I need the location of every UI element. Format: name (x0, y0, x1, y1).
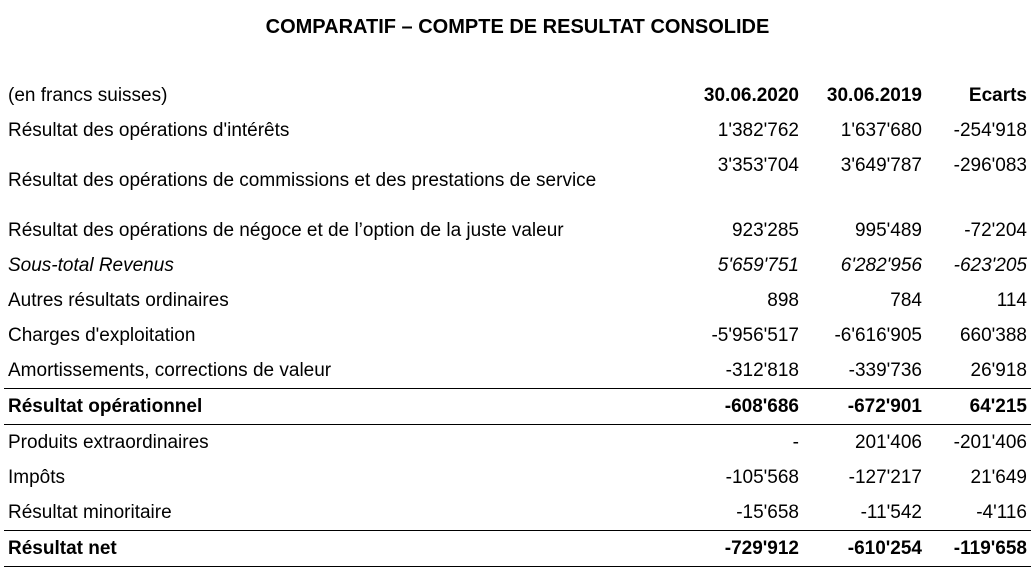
row-label: Autres résultats ordinaires (8, 289, 229, 311)
value-2019: 3'649'787 (840, 155, 922, 176)
value-2019: 201'406 (854, 431, 922, 453)
value-2020: -729'912 (679, 531, 803, 567)
row-label: Amortissements, corrections de valeur (8, 359, 332, 381)
value-2019: 784 (890, 289, 922, 311)
value-2020: 1'382'762 (717, 119, 799, 141)
column-header-2020: 30.06.2020 (703, 84, 799, 106)
row-label: Résultat net (4, 531, 679, 567)
row-label: Sous-total Revenus (8, 254, 174, 276)
value-2020: -312'818 (725, 359, 799, 381)
value-2020: -105'568 (725, 466, 799, 488)
table-row (4, 148, 1031, 213)
value-ecarts: 114 (996, 289, 1027, 311)
row-label: Résultat opérationnel (4, 389, 679, 425)
table-row (4, 425, 1031, 461)
table-header-row (4, 78, 1031, 113)
table-row (4, 283, 1031, 318)
income-statement-table (4, 78, 1031, 567)
row-label: Résultat minoritaire (8, 501, 172, 523)
value-2020: -608'686 (679, 389, 803, 425)
row-label: Résultat des opérations de commissions et des prestations de service (8, 169, 597, 191)
column-header-2019: 30.06.2019 (826, 84, 922, 106)
table-row (4, 460, 1031, 495)
row-label: Produits extraordinaires (8, 431, 209, 453)
table-row (4, 318, 1031, 353)
table-row (4, 213, 1031, 248)
column-header-ecarts: Ecarts (968, 84, 1027, 106)
value-2019: 6'282'956 (840, 254, 922, 276)
value-ecarts: -119'658 (926, 531, 1031, 567)
row-label: Charges d'exploitation (8, 324, 196, 346)
value-ecarts: -72'204 (964, 219, 1027, 241)
table-row (4, 113, 1031, 148)
table-row (4, 495, 1031, 531)
value-2020: -15'658 (736, 501, 799, 523)
value-ecarts: 26'918 (970, 359, 1027, 381)
table-row (4, 353, 1031, 389)
value-2019: -127'217 (848, 466, 922, 488)
document-title: COMPARATIF – COMPTE DE RESULTAT CONSOLIDE (265, 16, 770, 38)
value-ecarts: -296'083 (953, 155, 1027, 176)
total-row-net (4, 531, 1031, 567)
subtotal-row (4, 248, 1031, 283)
value-2020: 5'659'751 (717, 254, 799, 276)
value-ecarts: -623'205 (953, 254, 1027, 276)
value-2019: 995'489 (854, 219, 922, 241)
value-ecarts: 21'649 (970, 466, 1027, 488)
value-2019: -11'542 (860, 501, 922, 523)
row-label: Impôts (8, 466, 66, 488)
currency-note: (en francs suisses) (8, 84, 168, 106)
value-2020: 923'285 (731, 219, 799, 241)
value-ecarts: -4'116 (976, 501, 1027, 523)
row-label: Résultat des opérations d'intérêts (8, 119, 290, 141)
value-2020: 3'353'704 (717, 155, 799, 176)
value-2020: -5'956'517 (711, 324, 799, 346)
value-2020: 898 (767, 289, 799, 311)
row-label: Résultat des opérations de négoce et de l’option de la juste valeur (8, 219, 564, 241)
value-ecarts: -254'918 (953, 119, 1027, 141)
value-ecarts: 64'215 (926, 389, 1031, 425)
value-2019: -672'901 (803, 389, 926, 425)
value-2020: - (792, 431, 799, 453)
value-2019: -6'616'905 (834, 324, 922, 346)
value-2019: 1'637'680 (840, 119, 922, 141)
value-2019: -610'254 (803, 531, 926, 567)
value-ecarts: -201'406 (953, 431, 1027, 453)
total-row-operating (4, 389, 1031, 425)
value-ecarts: 660'388 (959, 324, 1027, 346)
value-2019: -339'736 (848, 359, 922, 381)
